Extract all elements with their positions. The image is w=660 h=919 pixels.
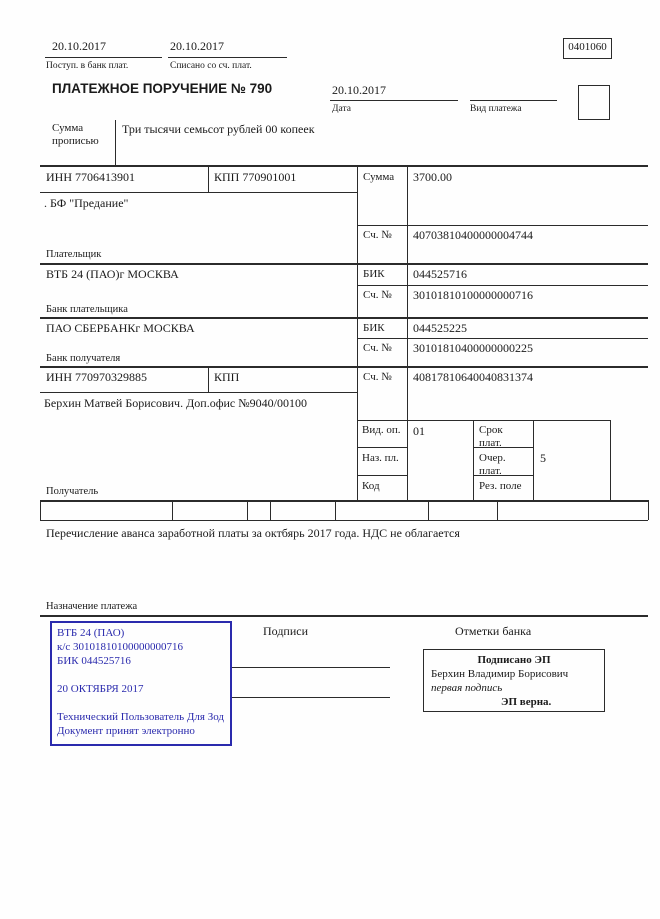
date-underline — [330, 100, 458, 101]
payer-innkpp-bottom — [40, 192, 357, 193]
payerbank-section-line — [40, 317, 648, 319]
payer-inn: ИНН 7706413901 — [46, 170, 135, 184]
payer-kpp: КПП 770901001 — [214, 170, 297, 184]
sum-value: 3700.00 — [413, 170, 452, 184]
esignature-title: Подписано ЭП — [477, 654, 551, 666]
amount-words-label: Сумма прописью — [52, 122, 99, 147]
esignature-box — [423, 649, 605, 712]
op-type-label: Вид. оп. — [362, 424, 401, 436]
payee-bank-label: Банк получателя — [46, 353, 121, 364]
payment-order-label: Очер. плат. — [479, 452, 506, 477]
esignature-type: первая подпись — [431, 682, 503, 694]
payment-type-label: Вид платежа — [470, 104, 522, 114]
esignature-name: Берхин Владимир Борисович — [431, 668, 569, 680]
payer-bank-account: 30101810100000000716 — [413, 288, 533, 302]
payer-bank-label: Банк плательщика — [46, 304, 128, 315]
payee-bank-account: 30101810400000000225 — [413, 341, 533, 355]
payer-account: 40703810400000004744 — [413, 228, 533, 242]
payee-bank-name: ПАО СБЕРБАНКг МОСКВА — [46, 321, 195, 335]
payer-bank-account-label: Сч. № — [363, 289, 392, 301]
payer-account-label: Сч. № — [363, 229, 392, 241]
amount-words-value: Три тысячи семьсот рублей 00 копеек — [122, 122, 315, 136]
amount-words-divider — [115, 120, 116, 165]
opblock-row2-divider-left — [357, 475, 407, 476]
payer-section-line — [40, 263, 648, 265]
signature-line-1 — [232, 667, 390, 668]
date-received-label: Поступ. в банк плат. — [46, 61, 129, 71]
opblock-v2 — [533, 420, 534, 500]
date-debited-label: Списано со сч. плат. — [170, 61, 252, 71]
date-received: 20.10.2017 — [52, 39, 106, 53]
fields-row-v5 — [428, 500, 429, 520]
payee-label: Получатель — [46, 486, 99, 497]
bank-marks-header: Отметки банка — [455, 624, 532, 638]
fields-row-v3 — [270, 500, 271, 520]
sum-label: Сумма — [363, 171, 395, 183]
opblock-v3 — [610, 420, 611, 500]
fields-row-v7 — [648, 500, 649, 520]
form-code-box — [563, 38, 612, 59]
payee-account: 40817810640040831374 — [413, 370, 533, 384]
fields-row-bottom — [40, 520, 648, 521]
fields-row-v1 — [172, 500, 173, 520]
fields-row-v4 — [335, 500, 336, 520]
payer-bank-bik: 044525716 — [413, 267, 467, 281]
label-column-divider — [407, 165, 408, 500]
main-vertical-divider — [357, 165, 358, 500]
purpose-text: Перечисление аванса заработной платы за октбярь 2017 года. НДС не облагается — [46, 526, 460, 540]
payee-account-label: Сч. № — [363, 371, 392, 383]
stamp-bank-name: ВТБ 24 (ПАО) — [57, 627, 125, 639]
payee-inn: ИНН 770970329885 — [46, 370, 147, 384]
payee-innkpp-bottom — [40, 392, 357, 393]
payer-name: . БФ "Предание" — [44, 196, 129, 210]
reserve-field-label: Рез. поле — [479, 480, 522, 492]
stamp-spacer-1 — [57, 668, 225, 682]
payee-innkpp-divider — [208, 366, 209, 392]
signature-line-2 — [232, 697, 390, 698]
date-debited-underline — [168, 57, 287, 58]
payeebank-bik-account-divider — [357, 338, 648, 339]
form-code: 0401060 — [568, 41, 607, 53]
stamp-date: 20 ОКТЯБРЯ 2017 — [57, 683, 144, 695]
pay-purpose-code-label: Наз. пл. — [362, 452, 399, 464]
esignature-verified: ЭП верна. — [501, 696, 552, 708]
date-received-underline — [45, 57, 162, 58]
payee-name: Берхин Матвей Борисович. Доп.офис №9040/00100 — [44, 396, 308, 410]
payment-type-checkbox — [578, 85, 610, 120]
due-date-label: Срок плат. — [479, 424, 503, 449]
stamp-corr-account: к/с 30101810100000000716 — [57, 641, 184, 653]
stamp-accepted: Документ принят электронно — [57, 725, 195, 737]
fields-row-v6 — [497, 500, 498, 520]
document-title: ПЛАТЕЖНОЕ ПОРУЧЕНИЕ № 790 — [52, 81, 273, 96]
opblock-v1 — [473, 420, 474, 500]
payee-kpp-label: КПП — [214, 370, 240, 384]
opblock-top-line — [357, 420, 610, 421]
fields-row-v2 — [247, 500, 248, 520]
table-bottom-border — [40, 500, 648, 502]
stamp-bik: БИК 044525716 — [57, 655, 131, 667]
stamp-spacer-2 — [57, 696, 225, 710]
payment-order-value: 5 — [540, 451, 546, 465]
payer-bank-name: ВТБ 24 (ПАО)г МОСКВА — [46, 267, 179, 281]
sum-account-divider — [357, 225, 648, 226]
fields-row-v0 — [40, 500, 41, 520]
payment-type-underline — [470, 100, 557, 101]
payer-bank-bik-label: БИК — [363, 268, 385, 280]
op-type-value: 01 — [413, 424, 425, 438]
payer-innkpp-divider — [208, 165, 209, 192]
table-top-border — [40, 165, 648, 167]
opblock-row1-divider-left — [357, 447, 407, 448]
code-label: Код — [362, 480, 380, 492]
payerbank-bik-account-divider — [357, 285, 648, 286]
date-label: Дата — [332, 104, 351, 114]
purpose-underline — [40, 615, 648, 617]
signatures-header: Подписи — [263, 624, 309, 638]
payeebank-section-line — [40, 366, 648, 368]
date-debited: 20.10.2017 — [170, 39, 224, 53]
stamp-user: Технический Пользователь Для Зод — [57, 711, 225, 723]
payee-bank-account-label: Сч. № — [363, 342, 392, 354]
payee-bank-bik: 044525225 — [413, 321, 467, 335]
bank-stamp — [50, 621, 232, 746]
payer-label: Плательщик — [46, 249, 102, 260]
purpose-label: Назначение платежа — [46, 601, 138, 612]
payee-bank-bik-label: БИК — [363, 322, 385, 334]
document-date: 20.10.2017 — [332, 83, 386, 97]
